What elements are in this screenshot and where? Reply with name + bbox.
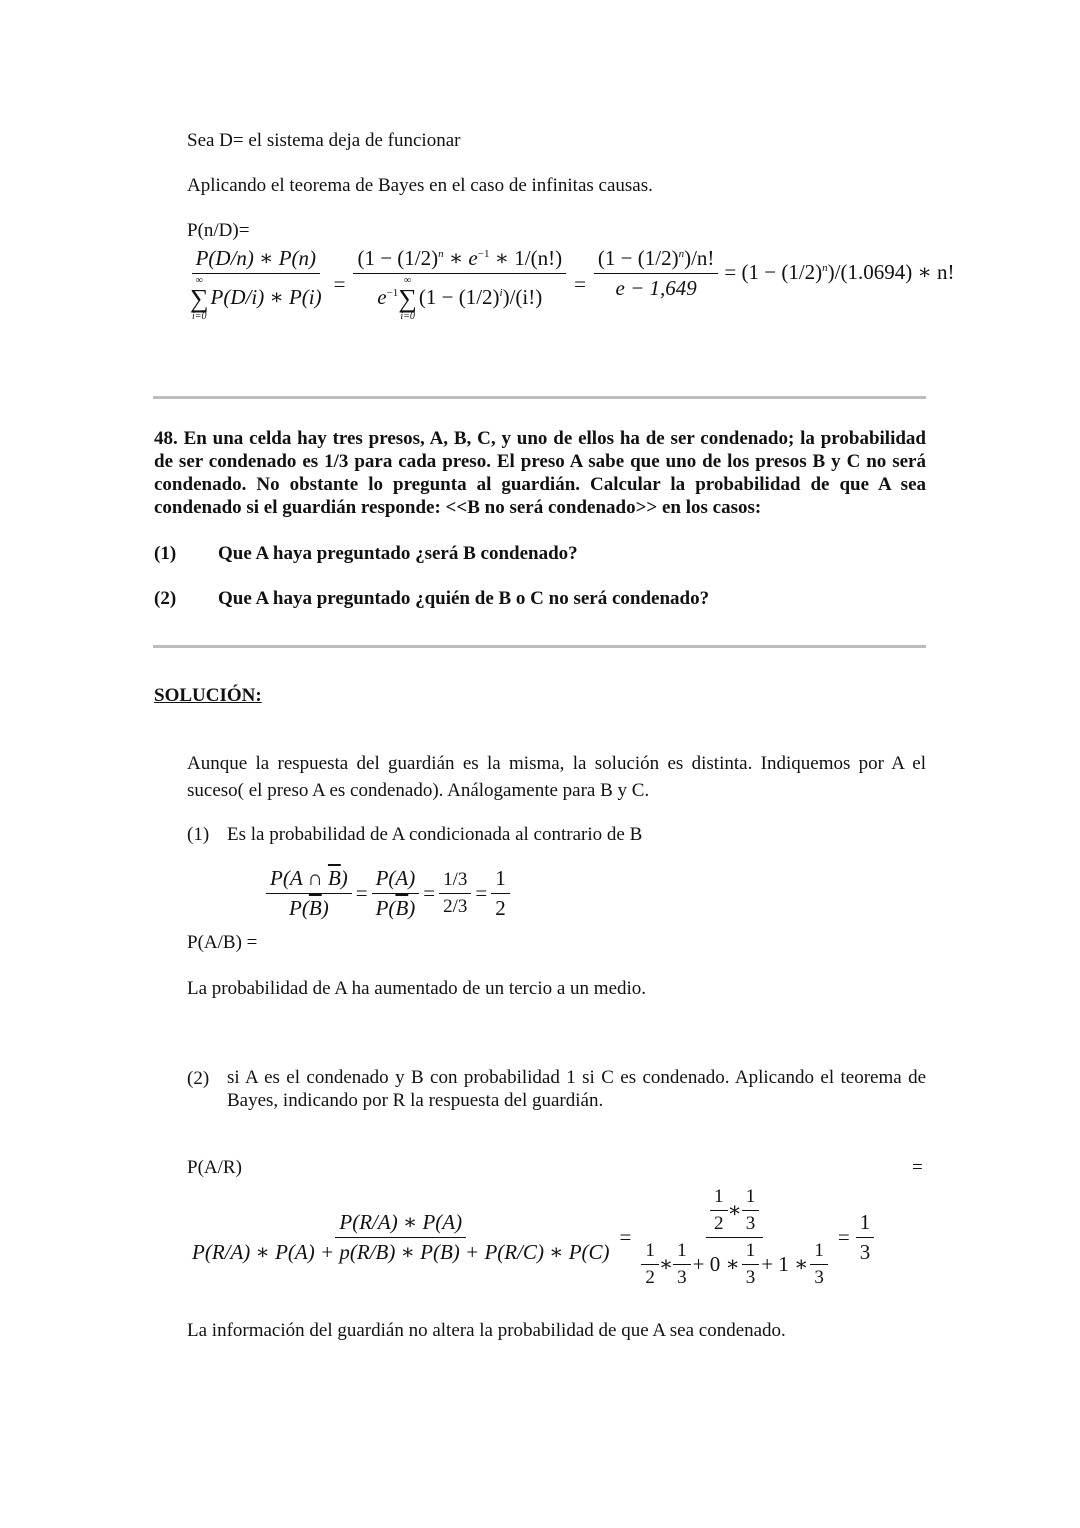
f2-fraction-3: $\frac{1/3}{2/3}$ [439, 869, 471, 918]
case-1-number: (1) [154, 543, 177, 564]
item-2-text: si A es el condenado y B con probabilidad 1 si C es condenado. Aplicando el teorema de Bayes, indicando por R la respuesta del guardián. [227, 1067, 926, 1111]
formula1-fraction-1 [186, 246, 326, 322]
formula1-fraction-2: ($1 - (1/2)^n$ ∗ $e^{-1}$ ∗ 1/(n!) $e^{-1}$ ∞ ∑ i=0 $(1 - (1/2)^i)/(i!)$ [353, 246, 566, 322]
f2-fraction-1: $\frac{P(A \cap \overline{B})}{P(\overline{B})}$ [266, 866, 352, 921]
problem-statement: 48. En una celda hay tres presos, A, B, C, y uno de ellos ha de ser condenado; la probabilidad de ser condenado es 1/3 para cada preso. El preso A sabe que uno de los presos B y C no será condenado. No obstante lo pregunta al guardián. Calcular la probabilidad de que A sea condenado si el guardián responde: <<B no será condenado>> en los casos: [154, 428, 926, 518]
conclusion-1: La probabilidad de A ha aumentado de un tercio a un medio. [187, 978, 647, 999]
divider-bottom [153, 645, 926, 648]
intro-line-2: Aplicando el teorema de Bayes en el caso de infinitas causas. [187, 175, 653, 196]
f2-fraction-2: $\frac{P(A)}{P(\overline{B})}$ [372, 866, 420, 921]
sigma-icon: ∞ ∑ i=0 [190, 275, 209, 322]
g-fraction-3: $\frac{1}{3}$ [856, 1210, 875, 1265]
label-p-a-b: P(A/B) = [187, 932, 258, 953]
intro-line-1: Sea D= el sistema deja de funcionar [187, 130, 461, 151]
formula1-fraction-3: $\frac{(1 - (1/2)^n)/n!}{e - 1,649}$ [594, 246, 719, 301]
equals-sign: = [574, 271, 586, 296]
intro-label: P(n/D)= [187, 220, 250, 241]
formula1-den-1: P(D/i) ∗ P(i) [210, 284, 322, 309]
formula1-result: = (1 − (1/2) [724, 260, 823, 284]
bayes-guard-formula: $\frac{P(R/A) ∗ P(A)}{P(R/A) ∗ P(A) + p(R/B) ∗ P(B) + P(R/C) ∗ P(C)}$ = $\frac{1}{2}$ ∗ $\frac{1}{3}$ $\frac{1}{2}$ ∗ $\frac{1}{3}$ + 0 ∗ $\frac{1}{3}$ + 1 ∗ $\frac{1}{3}$ = $\frac{1}{3}$ [188, 1186, 874, 1289]
case-2-text: Que A haya preguntado ¿quién de B o C no será condenado? [218, 588, 710, 609]
divider-top [153, 396, 926, 399]
f2-fraction-4: $\frac{1}{2}$ [491, 866, 510, 921]
case-2-number: (2) [154, 588, 177, 609]
item-1-text: Es la probabilidad de A condicionada al contrario de B [227, 824, 643, 845]
case-1-text: Que A haya preguntado ¿será B condenado? [218, 543, 578, 564]
label-p-a-r: P(A/R) [187, 1157, 242, 1178]
solution-heading: SOLUCIÓN: [154, 685, 262, 706]
sigma-icon: ∞ ∑ i=0 [398, 275, 417, 322]
g-fraction-2: $\frac{1}{2}$ ∗ $\frac{1}{3}$ $\frac{1}{2}$ ∗ $\frac{1}{3}$ + 0 ∗ $\frac{1}{3}$ + 1 ∗ $\frac{1}{3}$ [637, 1186, 832, 1289]
conditional-probability-formula: $\frac{P(A \cap \overline{B})}{P(\overline{B})}$ = $\frac{P(A)}{P(\overline{B})}$ = $\frac{1/3}{2/3}$ = $\frac{1}{2}$ [266, 866, 510, 921]
formula1-num-1: P(D/n) ∗ P(n) [192, 246, 320, 274]
label-p-a-r-equals: = [912, 1157, 923, 1178]
item-2-number: (2) [187, 1068, 210, 1089]
conclusion-2: La información del guardián no altera la probabilidad de que A sea condenado. [187, 1320, 786, 1341]
equals-sign: = [333, 271, 346, 296]
solution-paragraph: Aunque la respuesta del guardián es la misma, la solución es distinta. Indiquemos por A el suceso( el preso A es condenado). Análogamente para B y C. [187, 753, 926, 801]
g-fraction-1: $\frac{P(R/A) ∗ P(A)}{P(R/A) ∗ P(A) + p(R/B) ∗ P(B) + P(R/C) ∗ P(C)}$ [188, 1188, 614, 1287]
bayes-infinite-formula: P(D/n) ∗ P(n) ∞ ∑ i=0 P(D/i) ∗ P(i) = ($1 - (1/2)^n$ ∗ $e^{-1}$ ∗ 1/(n!) $e^{-1}$ ∞ ∑ i=0 $(1 - (1/2)^i)/(i!)$ = $\frac{(1 - (1/2)^n)/n!}{e - 1,649}$ = $(1 - (1/2)^n)/(1.0694)$ ∗ n! [186, 246, 955, 322]
item-1-number: (1) [187, 824, 210, 845]
